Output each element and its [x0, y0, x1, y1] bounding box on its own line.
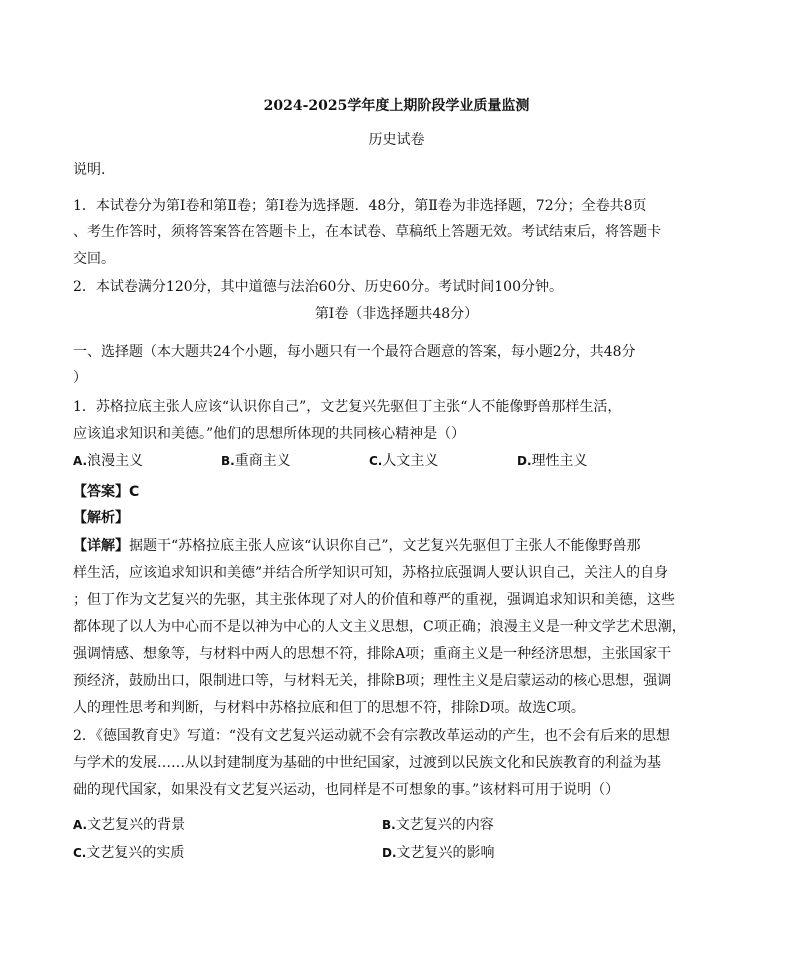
exam-subtitle: 历史试卷: [368, 132, 425, 148]
instructions-heading: 说明.: [73, 162, 106, 178]
question-1-option-c: C.人文主义: [369, 453, 439, 469]
question-1-detail-line-5: 强调情感、想象等，与材料中两人的思想不符，排除A项；重商主义是一种经济思想，主张国家干: [73, 646, 672, 662]
question-1-option-b: B.重商主义: [221, 453, 291, 469]
question-1-stem-line-1: 1．苏格拉底主张人应该“认识你自己”，文艺复兴先驱但丁主张“人不能像野兽那样生活，: [73, 399, 622, 415]
exam-title: 2024-2025学年度上期阶段学业质量监测: [263, 98, 530, 114]
part-heading-line-1: 一、选择题（本大题共24个小题，每小题只有一个最符合题意的答案，每小题2分，共48分: [73, 344, 636, 360]
question-2-option-b: B.文艺复兴的内容: [382, 817, 494, 833]
question-1-detail-line-2: 样生活，应该追求知识和美德”并结合所学知识可知，苏格拉底强调人要认识自己，关注人的自身: [73, 565, 669, 581]
question-1-detail-line-7: 人的理性思考和判断，与材料中苏格拉底和但丁的思想不符，排除D项。故选C项。: [73, 700, 585, 716]
instruction-1-line-1: 1．本试卷分为第Ⅰ卷和第Ⅱ卷；第Ⅰ卷为选择题．48分，第Ⅱ卷为非选择题，72分；全卷共8页: [73, 198, 647, 214]
question-2-stem-line-2: 与学术的发展……从以封建制度为基础的中世纪国家，过渡到以民族文化和民族教育的利益为基: [73, 755, 661, 771]
answer-value: C: [129, 484, 140, 500]
part-heading-line-2: ）: [73, 370, 87, 386]
question-1-answer: [73, 482, 139, 502]
question-1-stem-line-2: 应该追求知识和美德。”他们的思想所体现的共同核心精神是（）: [73, 426, 466, 442]
question-1-analysis-tag: 【解析】: [73, 510, 129, 526]
question-2-option-c: C.文艺复兴的实质: [73, 845, 185, 861]
question-2-stem-line-3: 础的现代国家，如果没有文艺复兴运动，也同样是不可想象的事。”该材料可用于说明（）: [73, 782, 620, 798]
question-1-detail-line-1: 【详解】据题干“苏格拉底主张人应该“认识你自己”，文艺复兴先驱但丁主张人不能像野兽那: [73, 538, 641, 554]
question-2-stem-line-1: 2．《德国教育史》写道：“没有文艺复兴运动就不会有宗教改革运动的产生，也不会有后来的思想: [73, 728, 671, 744]
question-1-option-d: D.理性主义: [517, 453, 588, 469]
instruction-1-line-3: 交回。: [73, 251, 115, 267]
question-2-option-d: D.文艺复兴的影响: [382, 845, 495, 861]
instruction-1-line-2: 、考生作答时，须将答案答在答题卡上，在本试卷、草稿纸上答题无效。考试结束后，将答题卡: [73, 224, 661, 240]
question-1-detail-line-6: 预经济，鼓励出口，限制进口等，与材料无关，排除B项；理性主义是启蒙运动的核心思想，强调: [73, 673, 672, 689]
instruction-2: 2．本试卷满分120分，其中道德与法治60分、历史60分。考试时间100分钟。: [73, 279, 563, 295]
question-2-option-a: A.文艺复兴的背景: [73, 817, 186, 833]
detail-tag: 【详解】: [73, 538, 129, 554]
answer-tag: 【答案】: [73, 484, 129, 500]
question-1-detail-line-4: 都体现了以人为中心而不是以神为中心的人文主义思想，C项正确；浪漫主义是一种文学艺术思潮，: [73, 619, 686, 635]
question-1-detail-line-3: ；但丁作为文艺复兴的先驱，其主张体现了对人的价值和尊严的重视，强调追求知识和美德，这些: [73, 592, 675, 608]
section-title: 第Ⅰ卷（非选择题共48分）: [314, 306, 479, 322]
question-1-option-a: A.浪漫主义: [73, 453, 144, 469]
